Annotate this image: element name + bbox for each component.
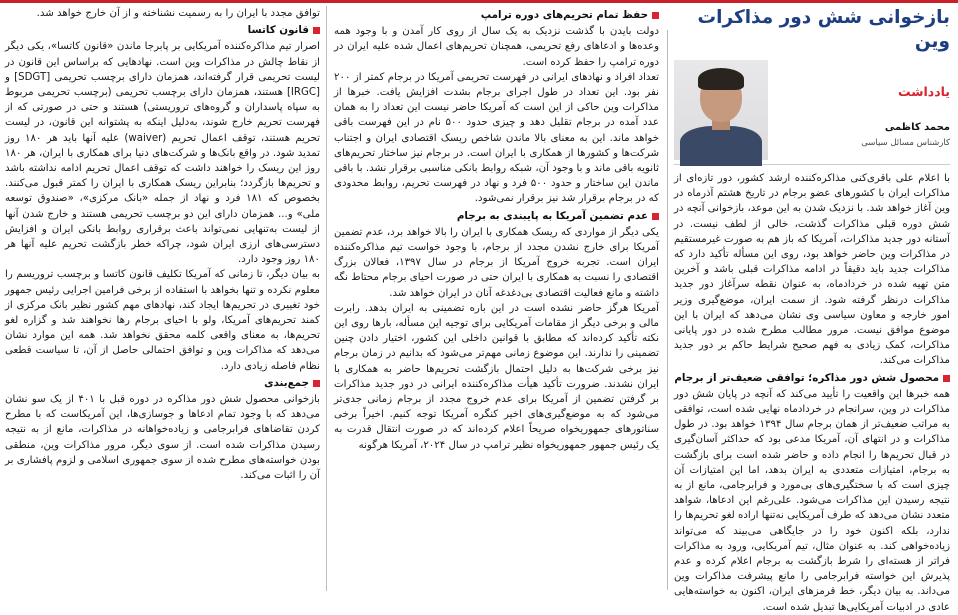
paragraph: اصرار تیم مذاکره‌کننده آمریکایی بر پابرجا ماندن «قانون کاتسا»، یکی دیگر از نقاط چالش در مذاکرات وین است. نهادهایی که براساس این قانون در لیست تحریمی قرار گرفته‌اند، همزمان دارای برچسب تحریمی [SDGT] و [IRGC] هستند، همزمان دارای برچسب تحریمی (برچسب تحریمی مربوط به سپاه پاسداران و گروه‌های تروریستی) هستند و حتی در صورتی که از فهرست تحریم خارج شوند، به‌دلیل اینکه به پشتوانه این قانون، در لیست تحریم هستند، توقف اعمال تحریم (waiver) علیه آنها باید هر ۱۸۰ روز تمدید شود. در واقع بانک‌ها و شرکت‌های دنیا برای همکاری با ایران، هر ۱۸۰ روز این ریسک را خواهند داشت که توقف اعمال تحریم ادامه نداشته باشد و تحریم‌ها بازگردد؛ بنابراین ریسک همکاری با ایران را کمتر قبول می‌کنند. بخصوص که ۱۸۱ فرد و نهاد از جمله «بانک مرکزی»، «صندوق توسعه ملی» و... همزمان دارای این دو برچسب تحریمی هستند و خارج شدن آنها از لیست به‌تنهایی نمی‌تواند باعث برقراری روابط بانکی ایران و افزایش دسترسی‌های ارزی ایران شود، چراکه خطر بازگشت تحریم علیه آنها هر ۱۸۰ روز وجود دارد.: [5, 41, 320, 266]
subheading: قانون کاتسا: [5, 23, 320, 38]
right-column: [674, 6, 950, 613]
author-role: کارشناس مسائل سیاسی: [861, 138, 950, 148]
paragraph: با اعلام علی باقری‌کنی مذاکره‌کننده ارشد کشور، دور تازه‌ای از مذاکرات ایران با کشورهای عضو برجام در تاریخ هشتم آذرماه در وین آغاز خواهد شد. با نزدیک شدن به این موعد، بازخوانی آنچه در شش دوره قبلی مذاکرات گذشت، خالی از لطف نیست. در آستانه دور جدید مذاکرات، آمریکا که باز هم به صورت غیرمستقیم در مذاکرات وین حاضر خواهد بود، روی این مسأله تأکید دارد که مذاکرات جدید باید دقیقاً در ادامه مذاکرات قبلی باشد و آخرین متن تهیه شده در خردادماه، به عنوان نقطه سرآغاز دور جدید مذاکرات درنظر گرفته شود. از سمت ایران، موضع‌گیری وزیر امور خارجه و معاون سیاسی وی نشان می‌دهد که ایران با این موضوع موافق نیست. مرور مطالب مطرح شده در دور پایانی مذاکرات، کمک زیادی به فهم صحیح شرایط حاکم بر دور جدید مذاکرات می‌کند.: [674, 173, 950, 367]
paragraph: همه خبرها این واقعیت را تأیید می‌کند که آنچه در پایان شش دور مذاکرات در وین، سرانجام در خردادماه نهایی شده است، توافقی به مراتب ضعیف‌تر از همان برجام سال ۱۳۹۴ خواهد بود. در طول مذاکرات و در انتهای آن، آمریکا مدعی بود که حداکثر آسان‌گیری در قبال تحریم‌ها را انجام داده و حاضر شده است برای بازگشت به برجام، امتیازات متعددی به ایران بدهد، اما این امتیازات آن چیزی است که با سختگیری‌های بی‌مورد و فرابرجامی، مانع از به نتیجه رسیدن این مذاکرات می‌شود. علی‌رغم این ادعاها، شواهد متعدد نشان می‌دهد که طرف آمریکایی نه‌تنها اراده لغو تحریم‌ها را ندارد، بلکه اکنون خود را در جایگاهی می‌بیند که می‌تواند زیاده‌خواهی کند. به عنوان مثال، تیم آمریکایی، ورود به مذاکرات فراتر از هسته‌ای را شرط بازگشت به برجام اعلام کرده و عدم پذیرش این خواسته فرابرجامی را مانع پیشرفت مذاکرات وین می‌داند. به بیان دیگر، خط قرمزهای ایران، اکنون به خواسته‌هایی عادی در ادبیات آمریکایی‌ها تبدیل شده است.: [674, 388, 950, 613]
column-divider: [326, 6, 327, 591]
paragraph: یکی دیگر از مواردی که ریسک همکاری با ایران را بالا خواهد برد، عدم تضمین آمریکا برای خارج نشدن مجدد از برجام، با وجود خواست تیم مذاکره‌کننده ایران است. تجربه خروج آمریکا از برجام در سال ۱۳۹۷، فعالان بزرگ اقتصادی را نسبت به همکاری با ایران حتی در صورت احیای برجام محتاط نگه داشته و مانع فعالیت اقتصادی بی‌دغدغه آنان در ایران خواهد شد.: [334, 226, 659, 299]
middle-column: [334, 6, 659, 597]
section-label: یادداشت: [897, 84, 950, 99]
paragraph: دولت بایدن با گذشت نزدیک به یک سال از روی کار آمدن و با وجود همه وعده‌ها و ادعاهای رفع تحریمی، همچنان تحریم‌های اعمال شده علیه ایران در دوره ترامپ را حفظ کرده است.: [334, 26, 659, 68]
subheading: عدم تضمین آمریکا به پایبندی به برجام: [334, 209, 659, 224]
subheading: حفظ تمام تحریم‌های دوره ترامپ: [334, 8, 659, 23]
paragraph: به بیان دیگر، تا زمانی که آمریکا تکلیف قانون کاتسا و برچسب تروریسم را معلوم نکرده و تنها بخواهد با استفاده از برخی فرامین اجرایی رئیس جمهور خود تغییری در تحریم‌ها ایجاد کند، نهادهای مهم کشور نظیر بانک مرکزی از کمند تحریم‌های آمریکا، ولو با احیای برجام رها نخواهند شد و گزاره لغو تحریم‌ها، به معنای واقعی کلمه محقق نخواهد شد. همه این موارد نشان می‌دهد که مذاکرات وین و توافق احتمالی حاصل از آن، تا سیاست قطعی نظام فاصله زیادی دارد.: [5, 269, 320, 372]
article-title: بازخوانی شش دور مذاکرات وین: [697, 7, 950, 52]
subheading: جمع‌بندی: [5, 376, 320, 391]
bullet-square-icon: [943, 375, 950, 382]
top-rule: [0, 0, 958, 3]
bullet-square-icon: [313, 27, 320, 34]
author-name: محمد کاظمی: [884, 122, 950, 133]
bullet-square-icon: [652, 12, 659, 19]
paragraph: بازخوانی محصول شش دور مذاکره در دوره قبل با ۴۰۱ از یک سو نشان می‌دهد که با وجود تمام ادعاها و جوسازی‌ها، این آمریکاست که با مطرح کردن تقاضاهای فرابرجامی و زیاده‌خواهانه در مذاکرات، مانع از به نتیجه رسیدن مذاکرات شده است. از سوی دیگر، مرور مذاکرات وین، منطقی بودن خواسته‌های مطرح شده از سوی جمهوری اسلامی و لزوم پافشاری بر آن را اثبات می‌کند.: [5, 394, 321, 482]
author-box: [674, 60, 950, 165]
paragraph: آمریکا هرگز حاضر نشده است در این باره تضمینی به ایران بدهد. رابرت مالی و برخی دیگر از مقامات آمریکایی برای توجیه این مسأله، بارها روی این نکته تأکید کرده‌اند که مطابق با قوانین داخلی این کشور، اختیار دادن چنین تضمینی را ندارند. این موضوع زمانی مهم‌تر می‌شود که بدانیم در زمان برجام نیز برخی شرکت‌ها به دلیل احتمال بازگشت تحریم‌ها حاضر به همکاری با ایران نشدند. ضرورت تأکید هیأت مذاکره‌کننده ایرانی در دور جدید مذاکرات بر گرفتن تضمین از آمریکا برای عدم خروج مجدد از برجام زمانی جدی‌تر می‌شود که به موضع‌گیری‌های اخیر کنگره آمریکا توجه کنیم. اخیراً برخی سناتورهای جمهوریخواه صریحاً اعلام کرده‌اند که در صورت انتقال قدرت به یک رئیس جمهور جمهوریخواه نظیر ترامپ در سال ۲۰۲۴، آمریکا هرگونه: [334, 302, 659, 451]
bullet-square-icon: [313, 380, 320, 387]
column-divider: [667, 30, 668, 590]
paragraph: توافق مجدد با ایران را به رسمیت نشناخته و از آن خارج خواهد شد.: [36, 8, 320, 19]
paragraph: تعداد افراد و نهادهای ایرانی در فهرست تحریمی آمریکا در برجام کمتر از ۲۰۰ نفر بود. این تعداد در طول اجرای برجام بشدت افزایش یافت. خبرها از مذاکرات وین حاکی از این است که آمریکا حاضر نیست این تعداد را به همان عدد آمده در برجام تقلیل دهد و چیزی حدود ۵۰۰ نام در این فهرست باقی خواهد ماند. این به معنای بالا ماندن شاخص ریسک اقتصادی ایران و اجتناب شرکت‌ها و کشورها از همکاری با ایران است. در برجام نیز ساختار تحریم‌های ثانویه باقی ماند و با وجود آن، شبکه روابط بانکی مناسبی برقرار نشد. با باقی ماندن این ساختار و حدود ۵۰۰ فرد و نهاد در فهرست تحریم، روابط محدودی که در برجام برقرار شد نیز برقرار نمی‌شود.: [334, 71, 659, 205]
bullet-square-icon: [652, 213, 659, 220]
left-column: [5, 6, 320, 597]
author-photo: [674, 60, 768, 160]
subheading: محصول شش دور مذاکره؛ توافقی ضعیف‌تر از برجام: [674, 371, 950, 386]
